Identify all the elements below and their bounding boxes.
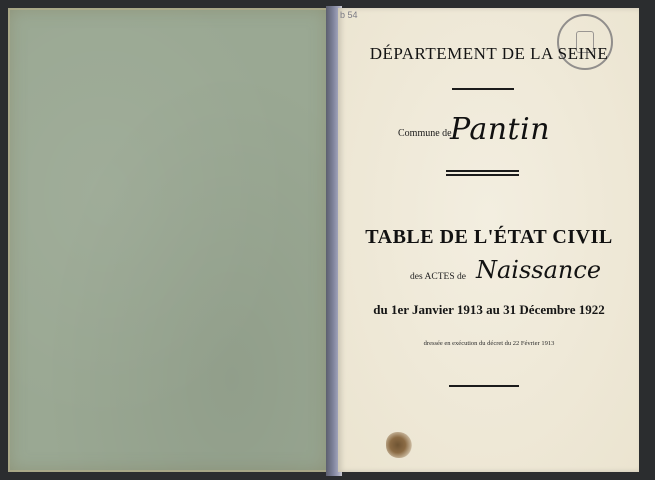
corner-mark: b 54 bbox=[340, 10, 358, 20]
actes-line bbox=[410, 256, 630, 288]
register-title: TABLE DE L'ÉTAT CIVIL bbox=[365, 226, 613, 248]
right-margin bbox=[639, 0, 655, 480]
department-heading: DÉPARTEMENT DE LA SEINE bbox=[369, 44, 609, 63]
double-rule-lower bbox=[446, 174, 519, 176]
actes-label: des ACTES de bbox=[410, 272, 466, 282]
double-rule-upper bbox=[446, 170, 519, 172]
date-range: du 1er Janvier 1913 au 31 Décembre 1922 bbox=[373, 302, 605, 317]
commune-value: Pantin bbox=[450, 112, 551, 147]
decree-note: dressée en exécution du décret du 22 Février 1913 bbox=[423, 340, 555, 347]
actes-value: Naissance bbox=[476, 256, 602, 284]
ink-blot bbox=[386, 432, 412, 458]
cover-edge bbox=[8, 8, 328, 472]
divider-rule-bottom bbox=[449, 385, 519, 387]
commune-line bbox=[398, 112, 628, 152]
divider-rule-top bbox=[452, 88, 514, 90]
commune-label: Commune de bbox=[398, 128, 452, 139]
